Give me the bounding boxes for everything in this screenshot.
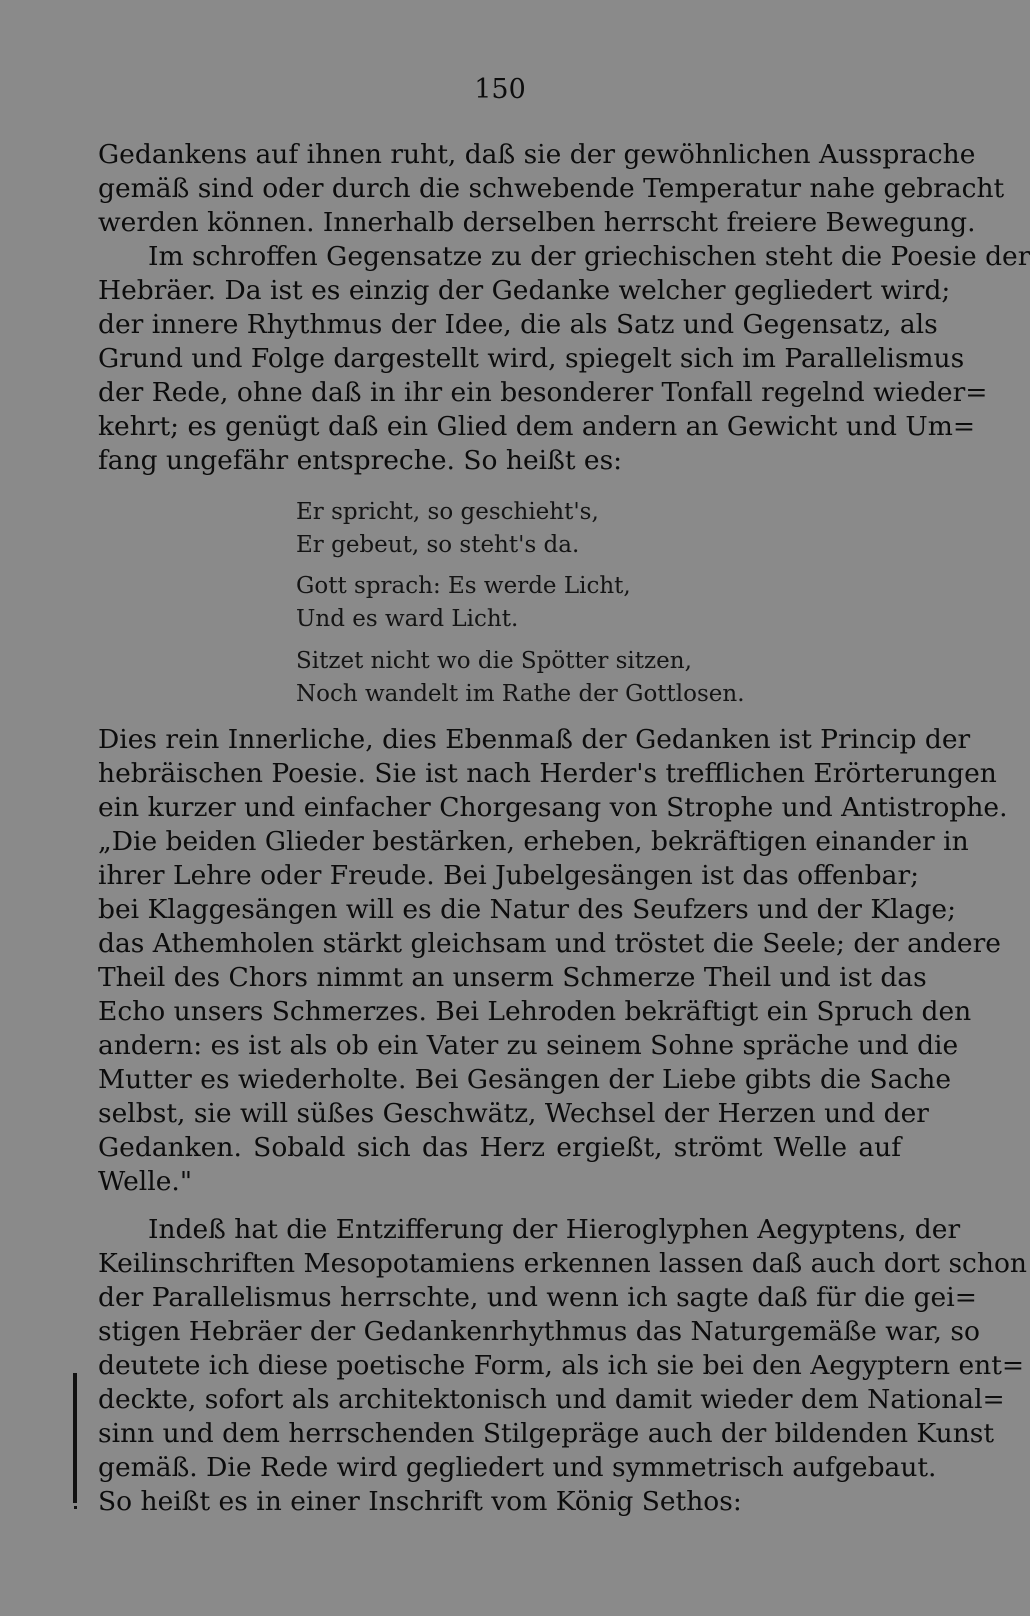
text-line: Welle."	[98, 1166, 193, 1197]
paragraph-1	[98, 138, 1030, 478]
text-line: stigen Hebräer der Gedankenrhythmus das Naturgemäße war, so	[98, 1316, 980, 1347]
text-line: der Parallelismus herrschte, und wenn ich sagte daß für die gei=	[98, 1282, 977, 1313]
verse-couplet-2	[296, 570, 856, 636]
text-line: Keilinschriften Mesopotamiens erkennen lassen daß auch dort schon	[98, 1248, 1027, 1279]
verse-line: Noch wandelt im Rathe der Gottlosen.	[296, 681, 745, 707]
text-line: deckte, sofort als architektonisch und damit wieder dem National=	[98, 1384, 1005, 1415]
text-line: sinn und dem herrschenden Stilgepräge auch der bildenden Kunst	[98, 1418, 995, 1449]
text-line: das Athemholen stärkt gleichsam und tröstet die Seele; der andere	[98, 928, 1001, 959]
verse-line: Sitzet nicht wo die Spötter sitzen,	[296, 648, 692, 674]
verse-line: Er spricht, so geschieht's,	[296, 499, 599, 525]
text-line: kehrt; es genügt daß ein Glied dem andern an Gewicht und Um=	[98, 411, 976, 442]
text-line: So heißt es in einer Inschrift vom König Sethos:	[98, 1486, 742, 1517]
text-line: ein kurzer und einfacher Chorgesang von Strophe und Antistrophe.	[98, 792, 1008, 823]
text-line: hebräischen Poesie. Sie ist nach Herder's trefflichen Erörterungen	[98, 758, 997, 789]
text-line: Mutter es wiederholte. Bei Gesängen der Liebe gibts die Sache	[98, 1064, 952, 1095]
text-line: deutete ich diese poetische Form, als ich sie bei den Aegyptern ent=	[98, 1350, 1025, 1381]
text-line: „Die beiden Glieder bestärken, erheben, bekräftigen einander in	[98, 826, 969, 857]
text-line: Dies rein Innerliche, dies Ebenmaß der Gedanken ist Princip der	[98, 724, 971, 755]
verse-line: Gott sprach: Es werde Licht,	[296, 573, 631, 599]
text-line: gemäß sind oder durch die schwebende Temperatur nahe gebracht	[98, 173, 1005, 204]
text-line: gemäß. Die Rede wird gegliedert und symmetrisch aufgebaut.	[98, 1452, 937, 1483]
text-line: fang ungefähr entspreche. So heißt es:	[98, 445, 623, 476]
text-line: Gedankens auf ihnen ruht, daß sie der gewöhnlichen Aussprache	[98, 139, 976, 170]
verse-line: Und es ward Licht.	[296, 606, 519, 632]
text-line: Echo unsers Schmerzes. Bei Lehroden bekräftigt ein Spruch den	[98, 996, 972, 1027]
text-line: der Rede, ohne daß in ihr ein besonderer Tonfall regelnd wieder=	[98, 377, 988, 408]
verse-couplet-1	[296, 496, 856, 562]
margin-dot-mark	[74, 1506, 77, 1509]
text-line: werden können. Innerhalb derselben herrscht freiere Bewegung.	[98, 207, 976, 238]
verse-line: Er gebeut, so steht's da.	[296, 532, 580, 558]
verse-couplet-3	[296, 645, 856, 711]
text-line: Theil des Chors nimmt an unserm Schmerze Theil und ist das	[98, 962, 927, 993]
text-line: Grund und Folge dargestellt wird, spiegelt sich im Parallelismus	[98, 343, 965, 374]
margin-line-mark	[73, 1373, 77, 1503]
paragraph-2	[98, 723, 1008, 1199]
text-line: andern: es ist als ob ein Vater zu seinem Sohne spräche und die	[98, 1030, 959, 1061]
text-line: Hebräer. Da ist es einzig der Gedanke welcher gegliedert wird;	[98, 275, 951, 306]
page-number: 150	[474, 74, 526, 105]
text-line: Gedanken. Sobald sich das Herz ergießt, strömt Welle auf	[98, 1132, 901, 1163]
text-line: bei Klaggesängen will es die Natur des Seufzers und der Klage;	[98, 894, 957, 925]
text-line: Im schroffen Gegensatze zu der griechischen steht die Poesie der	[148, 241, 1030, 272]
text-line: Indeß hat die Entzifferung der Hieroglyphen Aegyptens, der	[148, 1214, 961, 1245]
text-line: ihrer Lehre oder Freude. Bei Jubelgesängen ist das offenbar;	[98, 860, 920, 891]
text-line: selbst, sie will süßes Geschwätz, Wechsel der Herzen und der	[98, 1098, 929, 1129]
paragraph-3	[98, 1213, 1027, 1519]
text-line: der innere Rhythmus der Idee, die als Satz und Gegensatz, als	[98, 309, 938, 340]
